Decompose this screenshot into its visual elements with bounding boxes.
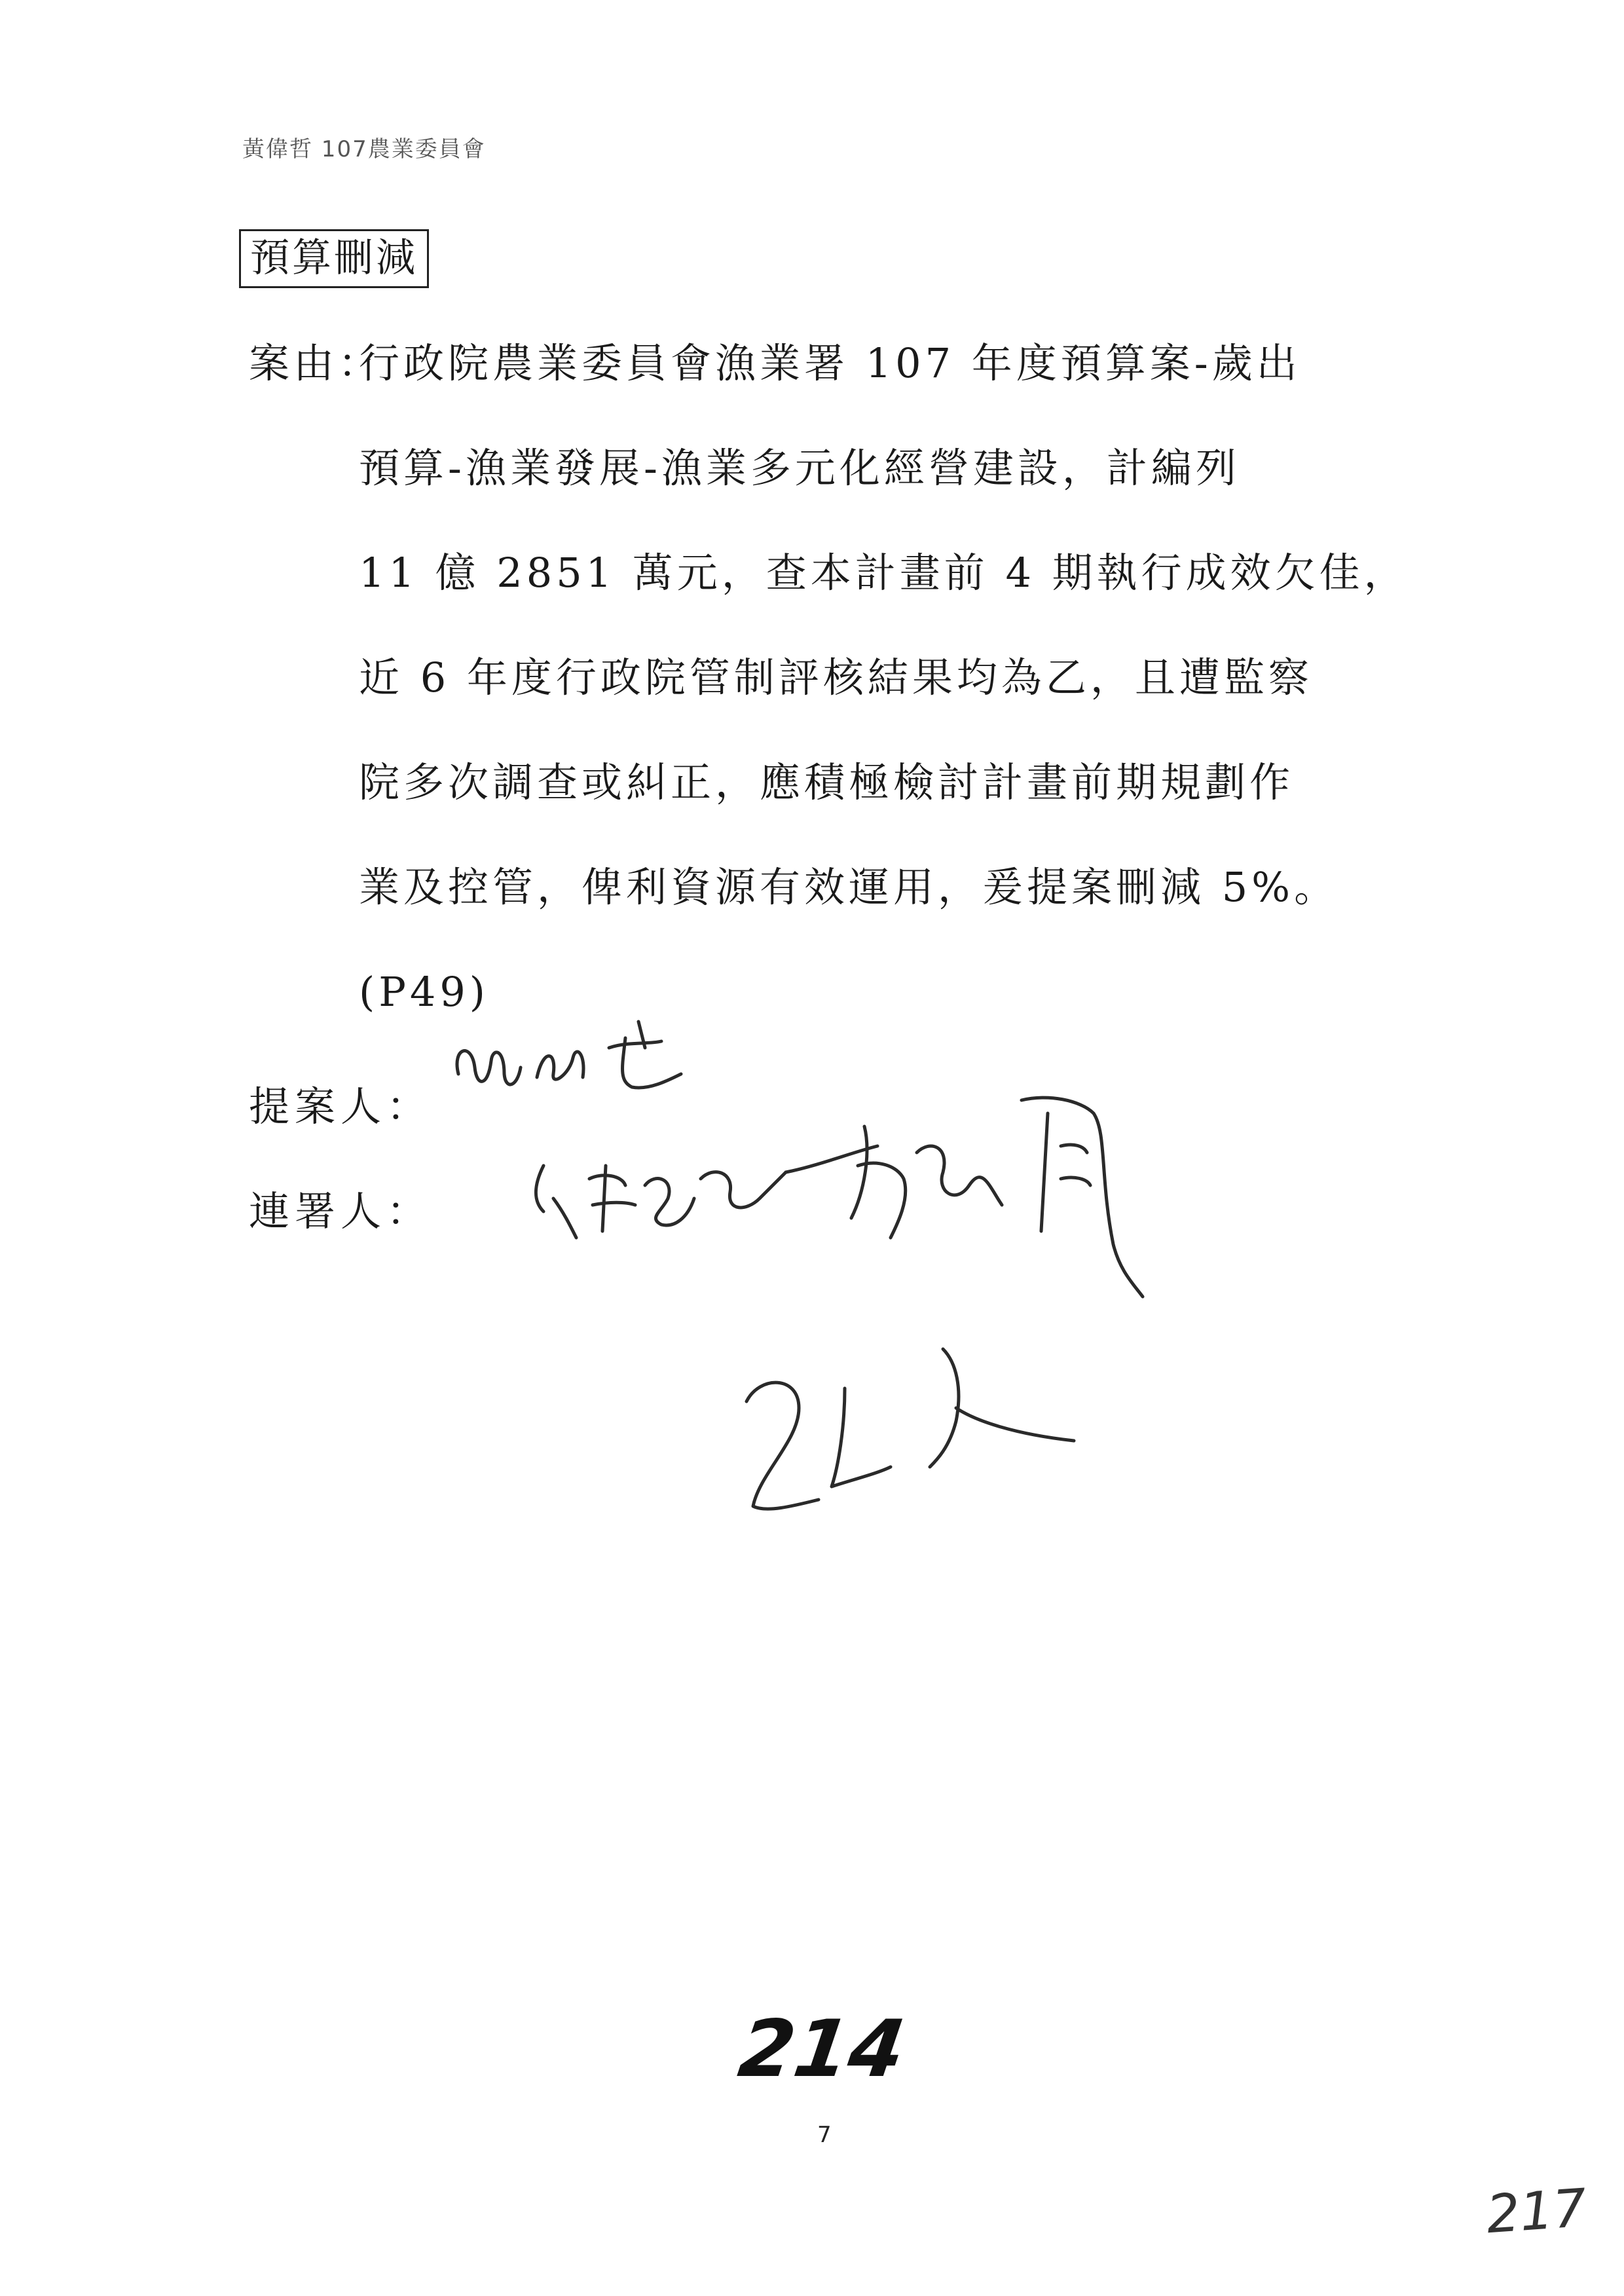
- case-line: 11 億 2851 萬元，查本計畫前 4 期執行成效欠佳，: [359, 549, 1409, 597]
- case-reason-label: 案由：: [249, 339, 383, 387]
- case-line: 行政院農業委員會漁業署 107 年度預算案-歲出: [359, 339, 1301, 387]
- proposer-label: 提案人：: [249, 1083, 433, 1130]
- case-line: 預算-漁業發展-漁業多元化經營建設，計編列: [359, 444, 1240, 492]
- cosigner-signature: [536, 1098, 1143, 1297]
- case-line: (P49): [359, 968, 489, 1016]
- section-label-box: 預算刪減: [239, 229, 429, 288]
- page-number: 7: [817, 2122, 832, 2148]
- stamp-page-number: 214: [733, 2004, 911, 2095]
- case-line: 業及控管，俾利資源有效運用，爰提案刪減 5%。: [359, 863, 1339, 911]
- case-reason-body: [359, 331, 1409, 1064]
- signature-count-note: [747, 1349, 1074, 1509]
- cosigner-label: 連署人：: [249, 1187, 433, 1235]
- document-header: 黃偉哲 107農業委員會: [242, 136, 486, 162]
- case-line: 院多次調查或糾正，應積極檢討計畫前期規劃作: [359, 758, 1295, 806]
- case-line: 近 6 年度行政院管制評核結果均為乙，且遭監察: [359, 654, 1313, 701]
- corner-handwritten-number: 217: [1484, 2177, 1589, 2246]
